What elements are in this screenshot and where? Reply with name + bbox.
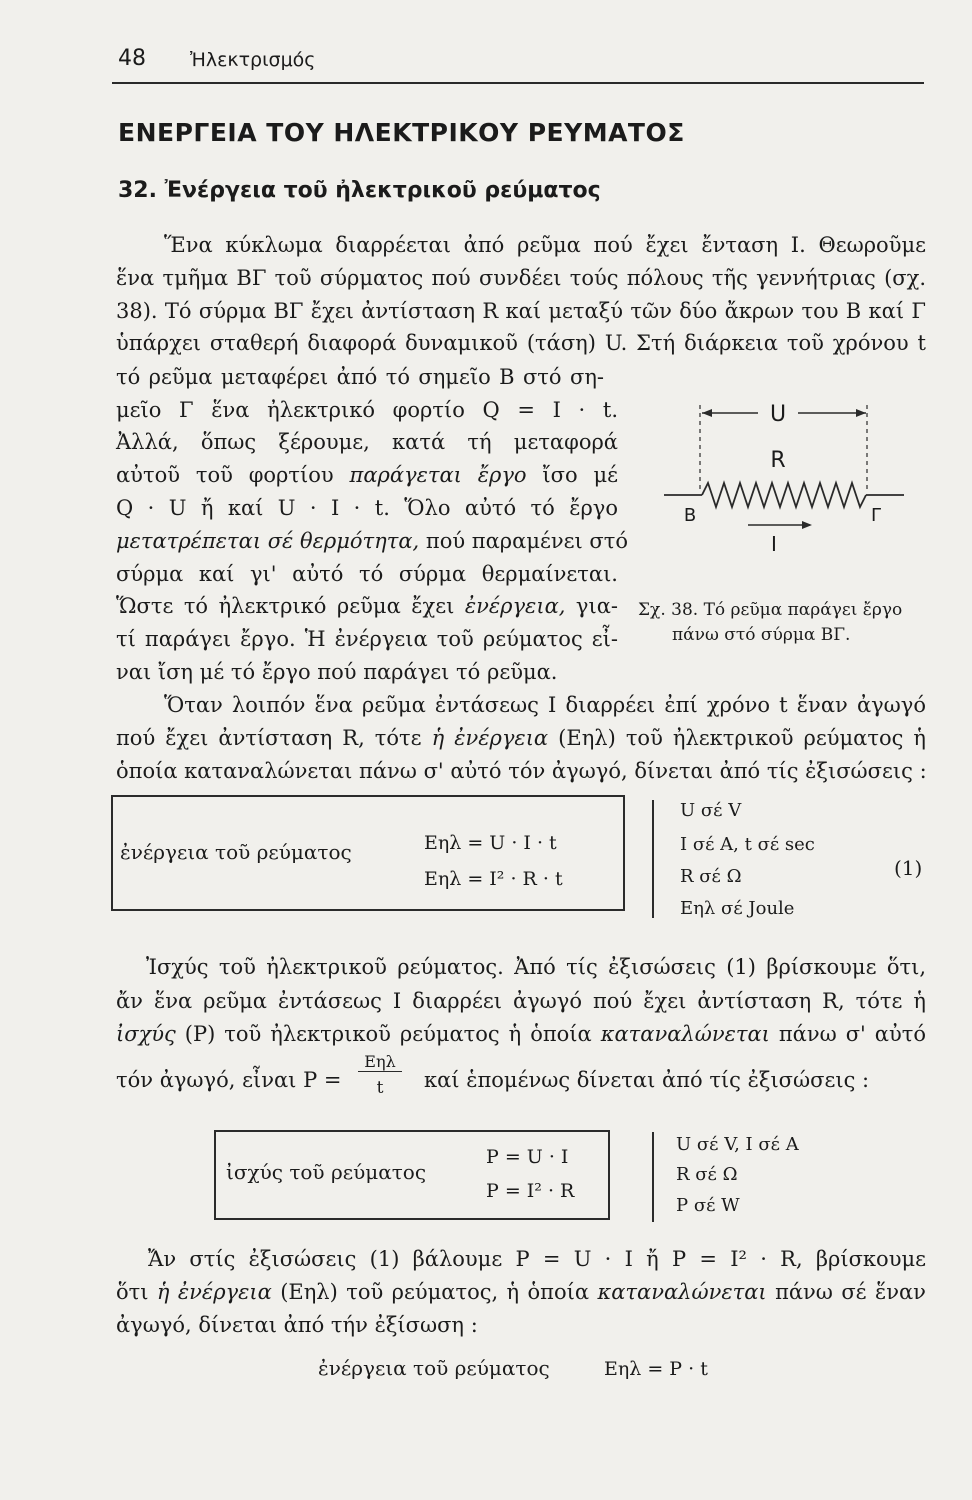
unit-line: U σέ V [680,800,742,821]
text-line: 38). Τό σύρμα ΒΓ ἔχει ἀντίσταση R καί μεταξύ τῶν δύο ἄκρων του Β καί Γ [116,299,926,323]
text-line: Q · U ἤ καί U · I · t. Ὅλο αὐτό τό ἔργο [116,496,618,520]
arrowhead-right-icon [856,409,866,417]
arrowhead-left-icon [702,409,712,417]
text-span: πάνω σέ ἕναν [775,1280,926,1304]
final-equation-label: ἐνέργεια τοῦ ρεύματος [318,1356,550,1380]
text-span: (P) τοῦ ἠλεκτρικοῦ ρεύματος ἡ ὁποία [184,1022,592,1046]
text-line [116,463,618,487]
text-line: ἄν ἕνα ρεῦμα ἐντάσεως Ι διαρρέει ἀγωγό πού ἔχει ἀντίσταση R, τότε ἡ [116,989,926,1013]
circuit-figure [630,385,930,555]
text-line: Ἀλλά, ὅπως ξέρουμε, κατά τή μεταφορά [116,430,618,454]
emphasis-span: καταναλώνεται [597,1280,767,1304]
text-span: ὅτι [116,1280,149,1304]
power-units-brace [652,1132,654,1222]
text-line: Ἕνα κύκλωμα διαρρέεται ἀπό ρεῦμα πού ἔχει ἔνταση Ι. Θεωροῦμε [164,233,926,257]
text-span: πάνω σ' αὐτό [778,1022,926,1046]
energy-equation-1: Eηλ = U · I · t [424,832,557,854]
running-title: Ἠλεκτρισμός [190,49,316,71]
energy-equation-2: Eηλ = I² · R · t [424,868,563,890]
emphasis-span: ἡ ἐνέργεια [431,726,549,750]
unit-line: P σέ W [676,1195,740,1216]
text-line [116,1022,926,1046]
emphasis-span: ἡ ἐνέργεια [156,1280,272,1304]
resistor-zigzag [702,483,866,507]
emphasis-span: ἐνέργεια, [464,594,566,618]
label-R: R [770,448,786,473]
figure-caption-line-2: πάνω στό σύρμα ΒΓ. [672,625,851,645]
text-line: ἀγωγό, δίνεται ἀπό τήν ἐξίσωση : [116,1313,478,1337]
text-line: ὑπάρχει σταθερή διαφορά δυναμικοῦ (τάση) U. Στή διάρκεια τοῦ χρόνου t [116,331,926,355]
label-B: B [683,505,697,526]
emphasis-span: παράγεται ἔργο [349,463,527,487]
text-line: τό ρεῦμα μεταφέρει ἀπό τό σημεῖο Β στό ση- [116,365,604,389]
text-span: (Eηλ) τοῦ ρεύματος, ἡ ὁποία [280,1280,590,1304]
unit-line: I σέ A, t σέ sec [680,834,815,855]
power-box-label: ἰσχύς τοῦ ρεύματος [226,1160,427,1184]
label-G: Γ [870,505,882,526]
text-line: Ἄν στίς ἐξισώσεις (1) βάλουμε P = U · I ἤ P = I² · R, βρίσκουμε [148,1247,926,1271]
figure-caption-line-1: Σχ. 38. Τό ρεῦμα παράγει ἔργο [638,600,903,620]
text-span: καί ἑπομένως δίνεται ἀπό τίς ἐξισώσεις : [424,1068,870,1092]
power-equation-2: P = I² · R [486,1180,575,1202]
emphasis-span: μετατρέπεται σέ θερμότητα, [116,529,420,553]
section-title: 32. Ἐνέργεια τοῦ ἠλεκτρικοῦ ρεύματος [118,178,601,203]
text-line [116,726,926,750]
energy-box-label: ἐνέργεια τοῦ ρεύματος [120,840,352,864]
label-I: I [771,532,777,555]
final-equation: Eηλ = P · t [604,1358,708,1380]
text-line: ἕνα τμῆμα ΒΓ τοῦ σύρματος πού συνδέει τούς πόλους τῆς γεννήτριας (σχ. [116,266,926,290]
text-line [116,1280,926,1304]
label-U: U [769,402,787,427]
unit-line: U σέ V, I σέ A [676,1134,799,1155]
text-span: αὐτοῦ τοῦ φορτίου [116,463,334,487]
emphasis-span: ἰσχύς [116,1022,176,1046]
fraction-numerator: Eηλ [358,1052,402,1072]
chapter-title: ΕΝΕΡΓΕΙΑ ΤΟΥ ΗΛΕΚΤΡΙΚΟΥ ΡΕΥΜΑΤΟΣ [118,118,685,147]
text-span: πού παραμένει στό [425,529,628,553]
text-line [116,594,618,618]
emphasis-span: καταναλώνεται [600,1022,770,1046]
text-line: τί παράγει ἔργο. Ἡ ἐνέργεια τοῦ ρεύματος εἶ- [116,627,618,651]
unit-line: R σέ Ω [680,866,742,887]
text-line: Ὅταν λοιπόν ἕνα ρεῦμα ἐντάσεως Ι διαρρέει ἐπί χρόνο t ἕναν ἀγωγό [164,693,926,717]
text-span: ἴσο μέ [542,463,618,487]
text-span: για- [575,594,618,618]
fraction-denominator: t [376,1078,384,1098]
text-span: (Eηλ) τοῦ ἠλεκτρικοῦ ρεύματος ἡ [558,726,926,750]
text-line: ναι ἴση μέ τό ἔργο πού παράγει τό ρεῦμα. [116,660,558,684]
text-line [116,529,628,553]
text-line: ὁποία καταναλώνεται πάνω σ' αὐτό τόν ἀγωγό, δίνεται ἀπό τίς ἐξισώσεις : [116,759,927,783]
text-line: σύρμα καί γι' αὐτό τό σύρμα θερμαίνεται. [116,562,618,586]
unit-line: Eηλ σέ Joule [680,898,795,919]
equation-number: (1) [894,856,923,880]
arrowhead-current-icon [802,521,812,529]
unit-line: R σέ Ω [676,1164,738,1185]
header-rule [112,82,924,84]
text-span: πού ἔχει ἀντίσταση R, τότε [116,726,422,750]
text-span: τόν ἀγωγό, εἶναι P = [116,1068,342,1092]
text-line: Ἰσχύς τοῦ ἠλεκτρικοῦ ρεύματος. Ἀπό τίς ἐξισώσεις (1) βρίσκουμε ὅτι, [146,955,926,979]
text-span: Ὥστε τό ἠλεκτρικό ρεῦμα ἔχει [116,594,455,618]
units-brace [652,800,654,918]
power-equation-1: P = U · I [486,1146,569,1168]
page-number: 48 [118,46,146,71]
text-line: μεῖο Γ ἕνα ἠλεκτρικό φορτίο Q = I · t. [116,398,618,422]
